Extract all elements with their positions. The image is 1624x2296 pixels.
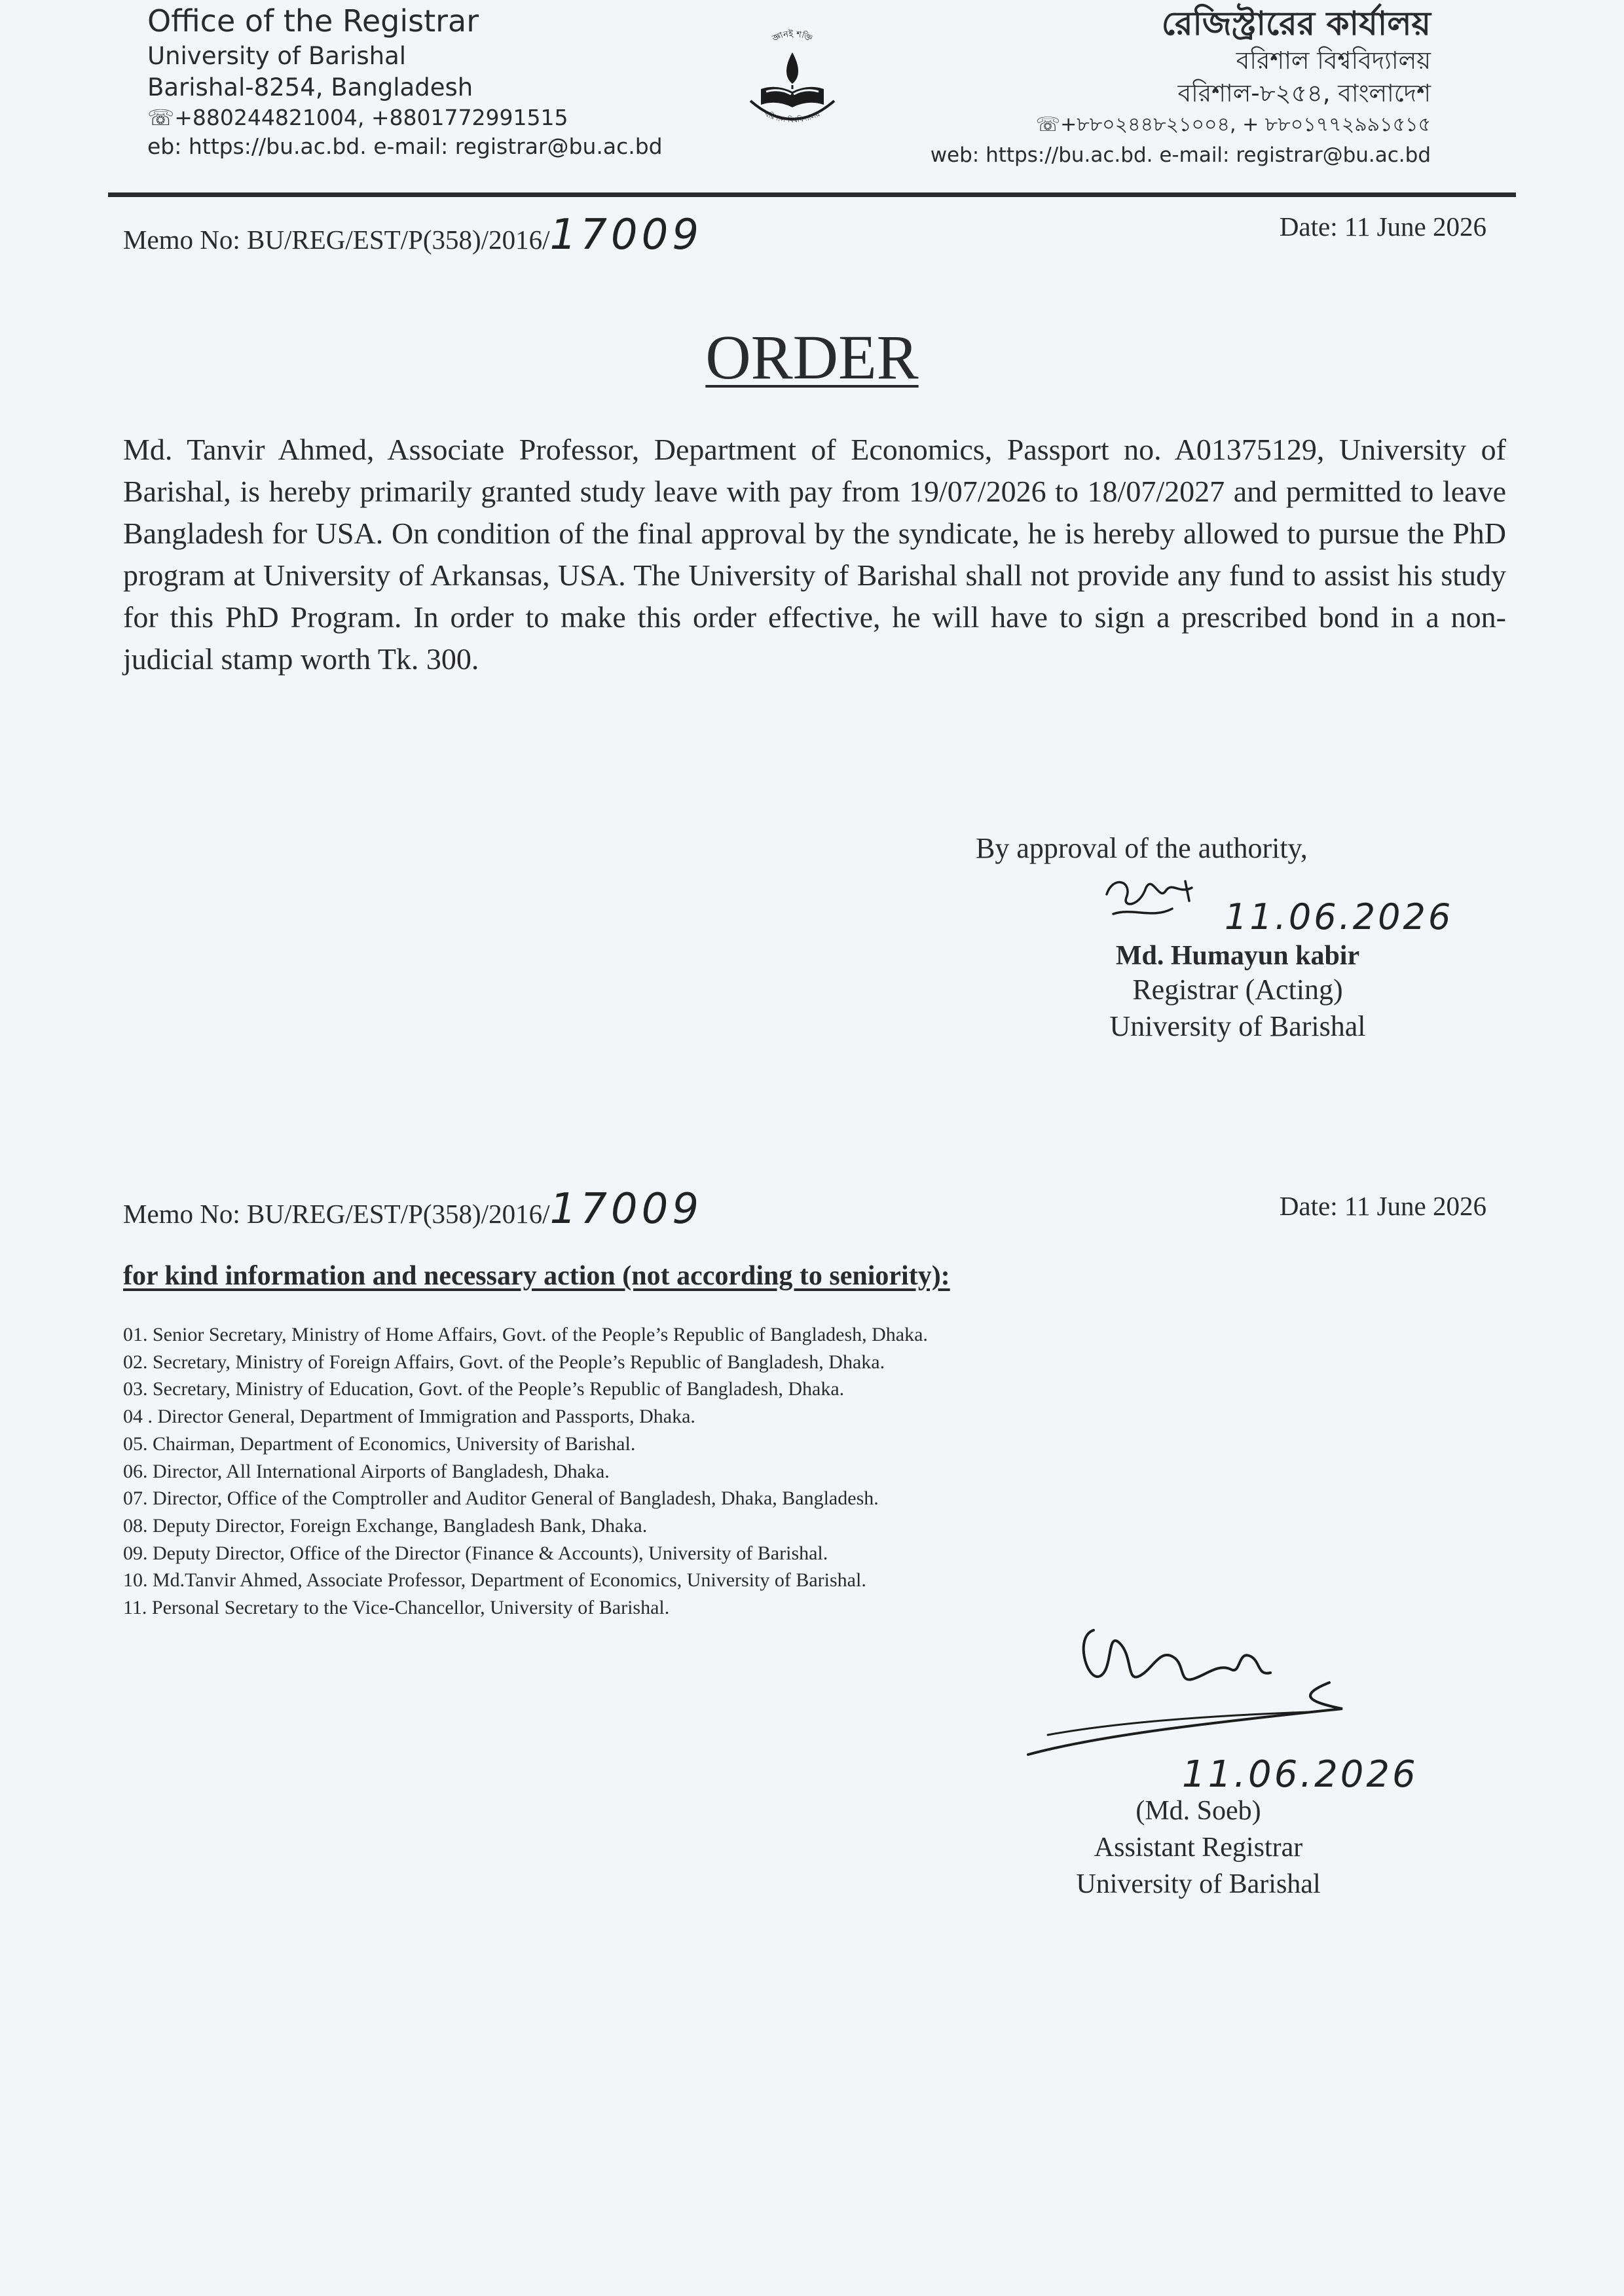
letterhead-bangla [841,3,1431,170]
list-item: 01. Senior Secretary, Ministry of Home Affairs, Govt. of the People’s Republic of Bangladesh, Dhaka. [123,1324,928,1345]
order-title: ORDER [705,322,919,392]
header-divider [108,192,1516,197]
web-label-bn: web: [930,143,986,167]
website-link-bn[interactable]: https://bu.ac.bd [986,143,1147,167]
memo-prefix-2: Memo No: BU/REG/EST/P(358)/2016/ [123,1199,550,1229]
signature-block-registrar [976,831,1500,1045]
website-link[interactable]: https://bu.ac.bd [188,134,360,159]
list-item: 09. Deputy Director, Office of the Director (Finance & Accounts), University of Barishal. [123,1542,828,1564]
memo-date-2: Date: 11 June 2026 [1279,1191,1486,1221]
phone-icon: ☏ [147,105,175,130]
list-item: 10. Md.Tanvir Ahmed, Associate Professor, Department of Economics, University of Barishal. [123,1569,866,1592]
logo-name [763,109,822,124]
signature-date: 11.06.2026 [1225,896,1454,938]
list-item: 05. Chairman, Department of Economics, University of Barishal. [123,1432,636,1455]
order-body: Md. Tanvir Ahmed, Associate Professor, Department of Economics, Passport no. A01375129, University of Barishal, is hereby primarily granted study leave with pay from 19/07/2026 to 18/07/2027 and permitted to leave Bangladesh for USA. On condition of the final approval by the syndicate, he is hereby allowed to pursue the PhD program at University of Arkansas, USA. The University of Barishal shall not provide any fund to assist his study for this PhD Program. In order to make this order effective, he will have to sign a prescribed bond in a non-judicial stamp worth Tk. 300. [123,433,1506,676]
signatory-name: Md. Humayun kabir [1115,941,1360,971]
list-item: 06. Director, All International Airports of Bangladesh, Dhaka. [123,1460,610,1482]
memo-prefix: Memo No: BU/REG/EST/P(358)/2016/ [123,225,550,255]
flame-icon [786,52,798,84]
web-line-bn [841,140,1431,170]
distribution-list [123,1321,1236,1622]
signature-registrar [1094,868,1238,934]
list-item: 08. Deputy Director, Foreign Exchange, Bangladesh Bank, Dhaka. [123,1514,648,1537]
approval-text: By approval of the authority, [976,832,1308,864]
letterhead-english [147,0,737,161]
signature-date-2: 11.06.2026 [1182,1753,1418,1796]
list-item: 04 . Director General, Department of Immigration and Passports, Dhaka. [123,1406,695,1428]
signatory-designation: Registrar (Acting) [1132,974,1343,1006]
signatory-name-2: (Md. Soeb) [1135,1796,1261,1826]
email-label-bn: . e-mail: [1146,143,1236,167]
university-name: University of Barishal [147,42,407,70]
signatory-university-2: University of Barishal [1076,1869,1321,1899]
address-bn: বরিশাল-৮২৫৪, বাংলাদেশ [1177,79,1431,107]
phone-icon: ☏ [1035,113,1061,136]
logo-name-text: বরিশাল বিশ্ববিদ্যালয় [763,109,822,124]
signatory-designation-2: Assistant Registrar [1094,1832,1303,1863]
web-label: eb: [147,134,189,159]
list-item: 03. Secretary, Ministry of Education, Govt. of the People’s Republic of Bangladesh, Dhaka. [123,1378,845,1400]
office-name-bn: রেজিস্ট্রারের কার্যালয় [1161,5,1431,43]
email-text: . e-mail: registrar@bu.ac.bd [360,134,663,159]
list-item: 02. Secretary, Ministry of Foreign Affairs, Govt. of the People’s Republic of Bangladesh, Dhaka. [123,1351,885,1373]
memo-number-line-2 [123,1185,703,1233]
web-line [147,132,737,161]
signatory-university: University of Barishal [1109,1010,1366,1042]
phone-line [147,103,737,132]
logo-motto-text: জ্ঞানই শক্তি [771,29,814,44]
memo-number-line [123,211,703,259]
list-item: 07. Director, Office of the Comptroller and Auditor General of Bangladesh, Dhaka, Bangladesh. [123,1487,879,1510]
office-name: Office of the Registrar [147,3,479,39]
university-name-bn: বরিশাল বিশ্ববিদ্যালয় [1236,46,1431,75]
university-logo [733,26,851,131]
email-link-bn[interactable]: registrar@bu.ac.bd [1236,143,1431,167]
signature-area [976,865,1500,940]
memo-number-handwritten: 17009 [549,211,703,259]
memo-number-handwritten-2: 17009 [549,1185,703,1233]
signature-assistant-registrar [1022,1604,1362,1774]
address: Barishal-8254, Bangladesh [147,73,473,101]
logo-motto [771,29,815,44]
signature-block-assistant-registrar [1002,1793,1395,1903]
phone-numbers: +880244821004, +8801772991515 [174,105,568,130]
distribution-heading: for kind information and necessary action (not according to seniority): [123,1261,950,1291]
phone-line-bn [841,110,1431,140]
memo-date: Date: 11 June 2026 [1279,211,1486,242]
list-item: 11. Personal Secretary to the Vice-Chancellor, University of Barishal. [123,1597,670,1619]
phone-numbers-bn: +৮৮০২৪৪৮২১০০৪, + ৮৮০১৭৭২৯৯১৫১৫ [1060,113,1431,136]
